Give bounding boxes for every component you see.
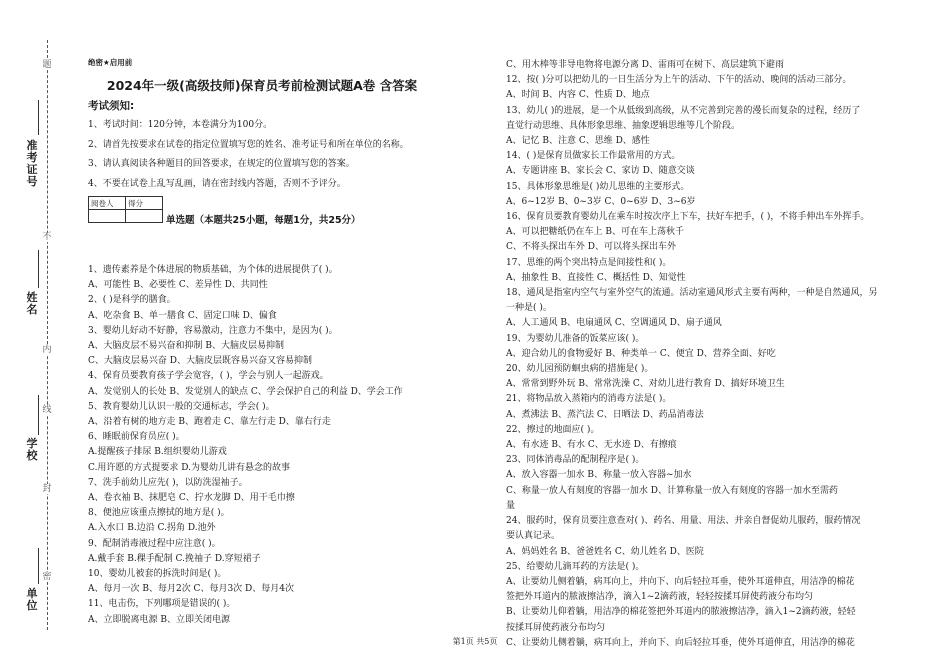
- question-line: 1、遗传素养是个体进展的物质基础，为个体的进展提供了( )。: [88, 265, 338, 275]
- question-line: A、时间 B、内容 C、性质 D、地点: [506, 90, 650, 101]
- name-label: 姓名: [26, 291, 38, 316]
- question-line: A、抽象性 B、直接性 C、概括性 D、知觉性: [506, 272, 686, 283]
- question-line: 17、思维的两个突出特点是间接性和( )。: [506, 257, 672, 268]
- question-line: 要认真记录。: [506, 531, 561, 542]
- question-line: A、让要幼儿侧着躺，病耳向上，并向下、向后轻拉耳垂，使外耳道伸直，用洁净的棉花: [506, 576, 855, 587]
- notice-list: [88, 116, 409, 194]
- question-line: 9、配制消毒液过程中应注意( )。: [88, 538, 221, 549]
- question-line: 签把外耳道内的脓液擦洁净，滴入1~2滴药液，轻轻按揉耳屏使药液分布均匀: [506, 592, 813, 603]
- seal-mark: 内: [42, 345, 52, 355]
- notice-item: 2、请首先按要求在试卷的指定位置填写您的姓名、准考证号和所在单位的名称。: [88, 139, 409, 150]
- question-line: 24、服药时，保育员要注意查对( )、药名、用量、用法、并亲自督促幼儿服药，服药情况: [506, 516, 861, 527]
- question-line: A、可以把糖纸仍在车上 B、可在车上荡秋千: [506, 227, 684, 238]
- question-line: 4、保育员要教育孩子学会宽容，( )，学会与别人一起游戏。: [88, 371, 329, 382]
- unit-blank: [38, 548, 39, 584]
- question-line: A、妈妈姓名 B、爸爸姓名 C、幼儿姓名 D、医院: [506, 546, 704, 557]
- section-heading: 单选题（本题共25小题，每题1分，共25分）: [166, 215, 361, 226]
- question-line: 5、教育婴幼儿认识一般的交通标志，学会( )。: [88, 401, 275, 412]
- confidential-mark: 绝密★启用前: [88, 58, 133, 67]
- school-label: 学校: [26, 437, 38, 462]
- seal-mark: 不: [42, 232, 52, 242]
- question-line: A、放入容器一加水 B、称量一放入容器~加水: [506, 470, 692, 481]
- question-line: 19、为婴幼儿准备的饭菜应该( )。: [506, 333, 645, 344]
- question-line: A、沿着有树的地方走 B、跑着走 C、靠左行走 D、靠右行走: [88, 417, 331, 428]
- question-line: 23、同体消毒品的配制程序是( )。: [506, 455, 645, 466]
- question-line: C、让要幼儿侧着躺，病耳向上，并向下、向后轻拉耳垂，使外耳道伸直，用洁净的棉花: [506, 637, 855, 648]
- grader-label: 阅卷人: [89, 197, 126, 210]
- school-blank: [38, 395, 39, 435]
- question-line: A、迎合幼儿的食物爱好 B、种类单一 C、便宜 D、营养全面、好吃: [506, 348, 776, 359]
- question-line: C、称量一放人有刻度的容器一加水 D、计算称量一放入有刻度的容器一加水至需药: [506, 485, 838, 496]
- binding-margin: [0, 0, 62, 671]
- score-table: [88, 196, 163, 223]
- question-line: 2、( )是科学的膳食。: [88, 295, 176, 306]
- seal-mark: 线: [42, 405, 52, 415]
- question-line: A.戴手套 B.稞手配制 C.挽袖子 D.穿短裙子: [88, 553, 261, 564]
- question-line: C.用许愿的方式提要求 D.为婴幼儿讲有悬念的故事: [88, 462, 291, 473]
- question-line: 20、幼儿园预防蛔虫病的措施是( )。: [506, 364, 654, 375]
- notice-heading: 考试须知:: [88, 100, 135, 112]
- question-line: 一种是( )。: [506, 303, 552, 314]
- seal-line: [47, 40, 48, 630]
- question-line: 量: [506, 500, 516, 511]
- notice-item: 1、考试时间：120分钟，本卷满分为100分。: [88, 120, 273, 130]
- page-title: 2024年一级(高级技师)保育员考前检测试题A卷 含答案: [106, 78, 418, 93]
- question-line: A、立即脱离电源 B、立即关闭电源: [88, 614, 230, 625]
- question-line: 6、睡眠前保育员应( )。: [88, 432, 185, 443]
- question-line: 22、擦过的地面应( )。: [506, 424, 600, 435]
- unit-label: 单位: [26, 587, 38, 612]
- question-line: 21、将物品放入蒸箱内的消毒方法是( )。: [506, 394, 672, 405]
- question-line: 11、电击伤，下列哪项是错误的( )。: [88, 599, 236, 610]
- question-line: A、有水迹 B、有水 C、无水迹 D、有擦痕: [506, 440, 677, 451]
- question-line: A、记忆 B、注意 C、思维 D、感性: [506, 136, 650, 147]
- question-line: 12、按( )分可以把幼儿的一日生活分为上午的活动、下午的活动、晚间的活动三部分。: [506, 75, 852, 86]
- question-line: C、不将头探出车外 D、可以将头探出车外: [506, 242, 676, 253]
- question-line: 10、婴幼儿被套的拆洗时间是( )。: [88, 569, 227, 580]
- question-line: 8、便池应该重点擦拭的地方是( )。: [88, 508, 230, 519]
- question-line: A、每月一次 B、每月2次 C、每月3次 D、每月4次: [88, 584, 294, 595]
- question-line: 按揉耳屏使药液分布均匀: [506, 622, 606, 633]
- seal-mark: 封: [42, 484, 52, 494]
- question-line: A、卷衣袖 B、抹肥皂 C、拧水龙脚 D、用干毛巾擦: [88, 493, 295, 504]
- notice-item: 4、不要在试卷上乱写乱画，请在密封线内答题，否则不予评分。: [88, 178, 346, 189]
- question-line: A、煮沸法 B、蒸汽法 C、日晒法 D、药品消毒法: [506, 409, 704, 420]
- question-line: A、发觉别人的长处 B、发觉别人的缺点 C、学会保护自己的利益 D、学会工作: [88, 386, 403, 397]
- question-line: A、吃杂食 B、单一膳食 C、固定口味 D、偏食: [88, 310, 277, 321]
- question-line: A、人工通风 B、电扇通风 C、空调通风 D、扇子通风: [506, 318, 722, 329]
- question-line: C、用木棒等非导电物将电源分离 D、雷雨可在树下、高层建筑下避雨: [506, 60, 784, 70]
- question-line: 14、( )是保育员做家长工作最常用的方式。: [506, 151, 681, 162]
- question-line: 7、洗手前幼儿应先( )，以防洗湿袖子。: [88, 477, 248, 488]
- question-line: 16、保育员要教育婴幼儿在乘车时按次序上下车，扶好车把手，( )，不将手伸出车外挥手。: [506, 212, 870, 223]
- question-line: A、6~12岁 B、0~3岁 C、0~6岁 D、3~6岁: [506, 196, 696, 207]
- question-line: A.入水口 B.边沿 C.拐角 D.池外: [88, 523, 216, 534]
- score-cell[interactable]: [126, 210, 163, 223]
- question-line: 25、给婴幼儿滴耳药的方法是( )。: [506, 561, 645, 572]
- question-line: A、常常到野外玩 B、常常洗澡 C、对幼儿进行教育 D、搞好环境卫生: [506, 379, 785, 390]
- question-line: 13、幼儿( )的进展，是一个从低级到高级，从不完善到完善的漫长而复杂的过程，经历了: [506, 105, 861, 116]
- question-line: A、可能性 B、必要性 C、差异性 D、共同性: [88, 280, 268, 291]
- notice-item: 3、请认真阅读各种题目的回答要求，在规定的位置填写您的答案。: [88, 159, 355, 169]
- name-blank: [38, 250, 39, 288]
- candidate-number-blank: [38, 100, 39, 135]
- question-line: A.提醒孩子排尿 B.组织婴幼儿游戏: [88, 447, 227, 458]
- score-label: 得分: [126, 197, 163, 210]
- question-line: C、大脑皮层易兴奋 D、大脑皮层既容易兴奋又容易抑制: [88, 356, 312, 367]
- question-line: B、让要幼儿仰着躺，用洁净的棉花签把外耳道内的脓液擦洁净，滴入1~2滴药液，轻轻: [506, 607, 856, 618]
- seal-mark: 密: [42, 572, 52, 582]
- question-line: A、专题讲座 B、家长会 C、家访 D、随意交谈: [506, 166, 695, 177]
- question-line: 15、具体形象思维是( )幼儿思维的主要形式。: [506, 181, 690, 192]
- question-column-left: [88, 263, 403, 628]
- seal-mark: 题: [42, 60, 52, 70]
- question-column-right: [506, 58, 877, 651]
- grader-cell[interactable]: [89, 210, 126, 223]
- question-line: 直觉行动思维、具体形象思维、抽象逻辑思维等几个阶段。: [506, 120, 741, 131]
- page-footer: 第1页 共5页: [452, 637, 498, 646]
- candidate-number-label: 准考证号: [26, 139, 38, 188]
- question-line: A、大脑皮层不易兴奋和抑制 B、大脑皮层易抑制: [88, 341, 284, 352]
- question-line: 18、通风是指室内空气与室外空气的流通。活动室通风形式主要有两种，一种是自然通风，另: [506, 288, 878, 299]
- question-line: 3、婴幼儿好动不好静，容易激动，注意力不集中，是因为( )。: [88, 325, 338, 336]
